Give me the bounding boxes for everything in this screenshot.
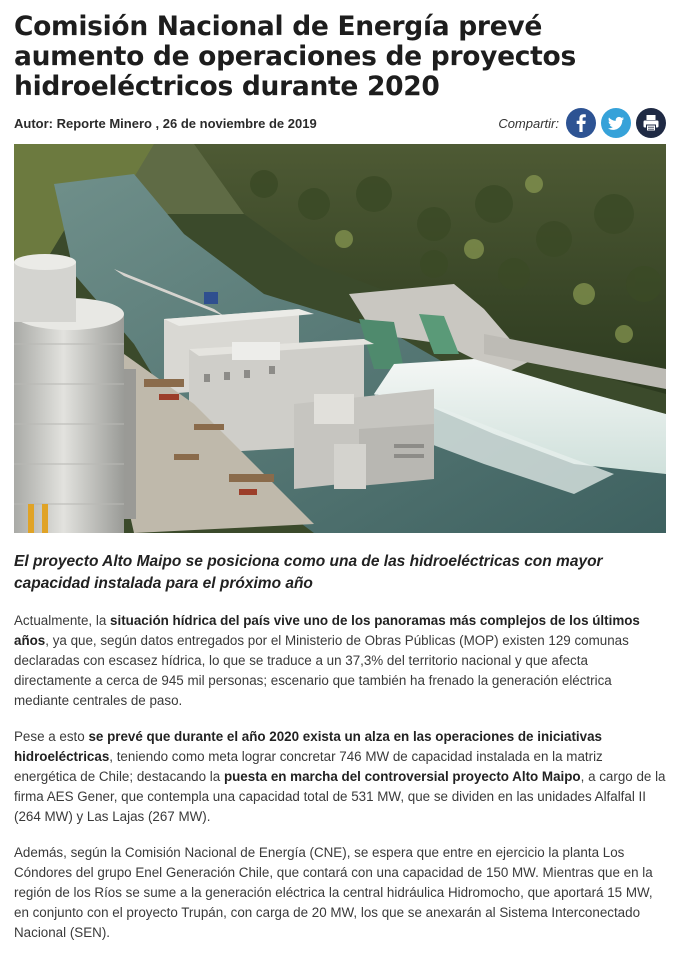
paragraph-2-text-2: , teniendo como meta lograr concretar 746 MW de capacidad instalada en la matriz energética de Chile; destacando la: [14, 749, 603, 784]
share-bar: [498, 108, 666, 138]
article-title: Comisión Nacional de Energía prevé aumento de operaciones de proyectos hidroeléctricos durante 2020: [14, 11, 576, 102]
paragraph-2-text-3: , a cargo de la firma AES Gener, que contempla una capacidad total de 531 MW, que se dividen en las unidades Alfalfal II (264 MW) y Las Lajas (267 MW).: [14, 769, 666, 824]
meta-row: [14, 106, 666, 140]
share-label: Compartir:: [498, 115, 559, 131]
paragraph-1-highlight: situación hídrica del país vive uno de los panoramas más complejos de los últimos años: [14, 613, 640, 648]
facebook-icon: [566, 108, 596, 138]
byline: Autor: Reporte Minero , 26 de noviembre de 2019: [14, 115, 317, 131]
print-button[interactable]: [636, 108, 666, 138]
hero-image: [14, 144, 666, 533]
twitter-icon: [601, 108, 631, 138]
paragraph-1-text-2: , ya que, según datos entregados por el Ministerio de Obras Públicas (MOP) existen 129 comunas declaradas con escasez hídrica, lo que se traduce a un 37,3% del territorio nacional y que afecta directamente a cerca de 945 mil personas; escenario que también ha frenado la generación eléctrica mediante centrales de paso.: [14, 633, 629, 708]
paragraph-3: Además, según la Comisión Nacional de Energía (CNE), se espera que entre en ejercicio la planta Los Cóndores del grupo Enel Generación Chile, que contará con una capacidad de 150 MW. Mientras que en la región de los Ríos se sume a la generación eléctrica la central hidráulica Hidromocho, que aportará 15 MW, en conjunto con el proyecto Trupán, con carga de 20 MW, los que se anexarán al Sistema Interconectado Nacional (SEN).: [14, 845, 653, 940]
article-lead: El proyecto Alto Maipo se posiciona como una de las hidroeléctricas con mayor capacidad instalada para el próximo año: [14, 553, 603, 592]
paragraph-2-highlight-2: puesta en marcha del controversial proyecto Alto Maipo: [223, 769, 581, 784]
twitter-share-button[interactable]: [601, 108, 631, 138]
printer-icon: [636, 108, 666, 138]
article: [14, 0, 666, 943]
paragraph-2: [14, 727, 666, 827]
facebook-share-button[interactable]: [566, 108, 596, 138]
paragraph-2-text-1: Pese a esto: [14, 729, 89, 744]
paragraph-1-text-1: Actualmente, la: [14, 613, 111, 628]
paragraph-2-highlight-1: se prevé que durante el año 2020 exista un alza en las operaciones de iniciativas hidroeléctricas: [14, 729, 602, 764]
paragraph-1: [14, 611, 666, 711]
